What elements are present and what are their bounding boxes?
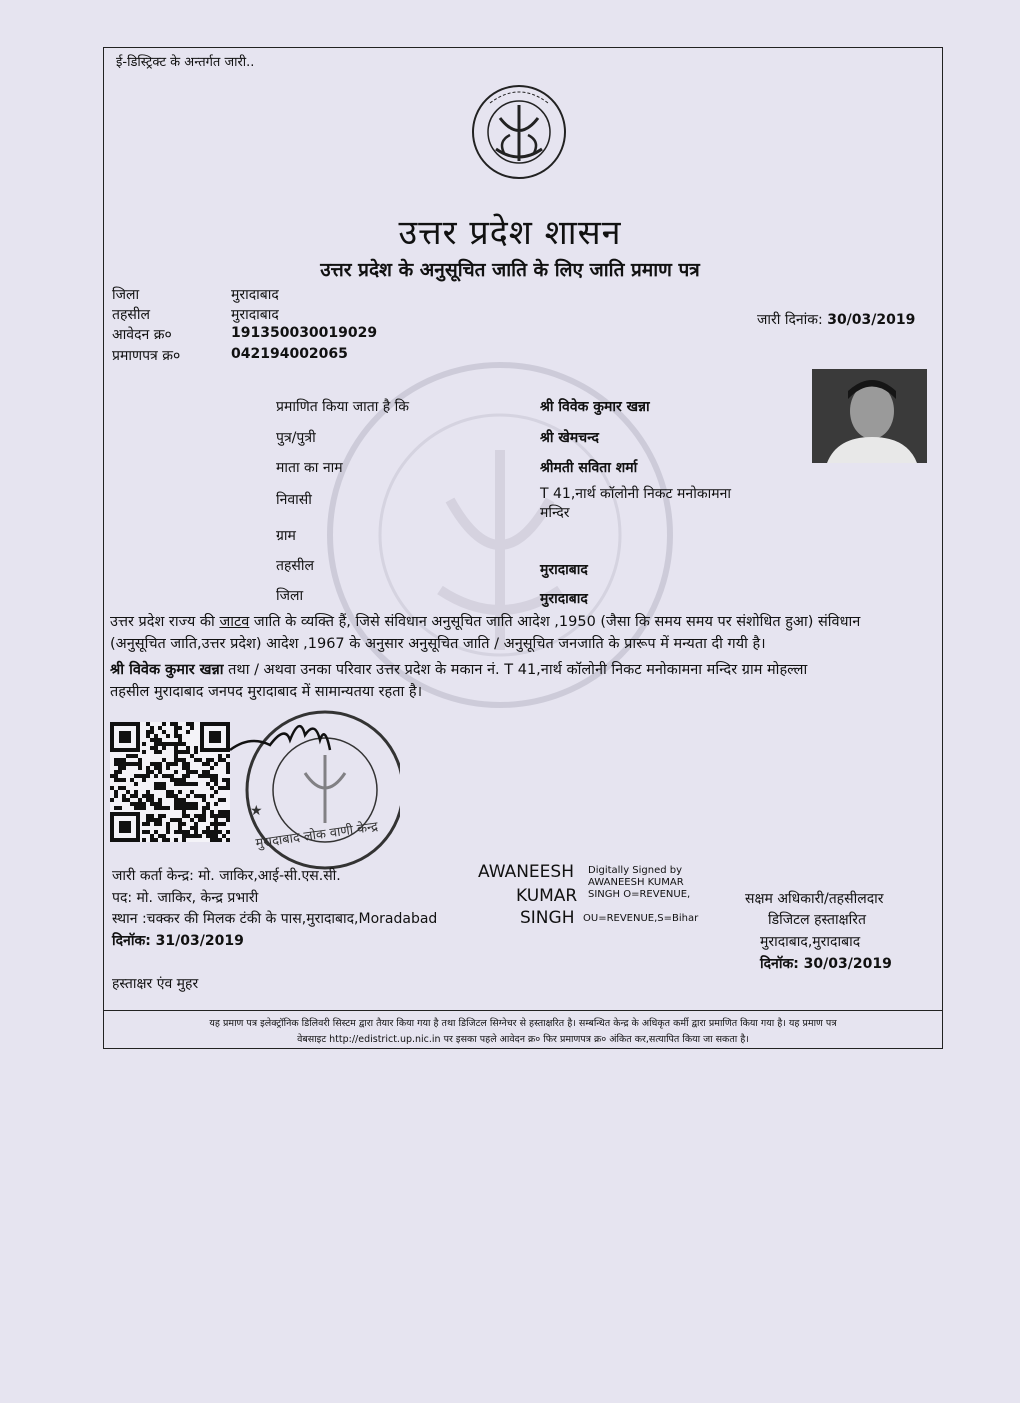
dsig-detail-line2: AWANEESH KUMAR <box>588 877 684 888</box>
caste-name: जाटव <box>219 614 250 630</box>
village-label: ग्राम <box>276 528 296 544</box>
mother-value: श्रीमती सविता शर्मा <box>540 460 638 476</box>
resident-value-line1: T 41,नार्थ कॉलोनी निकट मनोकामना <box>540 486 731 502</box>
resident-value-line2: मन्दिर <box>540 505 570 521</box>
certify-label: प्रमाणित किया जाता है कि <box>276 399 410 415</box>
portrait-image <box>812 369 927 463</box>
resident-label: निवासी <box>276 492 312 508</box>
district-detail-label: जिला <box>276 588 304 604</box>
authority-date: दिनॉक: 30/03/2019 <box>760 956 892 972</box>
body-text: तथा / अथवा उनका परिवार उत्तर प्रदेश के मकान नं. T 41,नार्थ कॉलोनी निकट मनोकामना मन्दिर ग्राम मोहल्ला <box>223 662 808 678</box>
issuer-centre: जारी कर्ता केन्द्र: मो. जाकिर,आई-सी.एस.सी. <box>112 868 341 884</box>
footer-line2: वेबसाइट http://edistrict.up.nic.in पर इसका पहले आवेदन क्र० फिर प्रमाणपत्र क्र० अंकित कर,सत्यापित किया जा सकता है। <box>297 1034 749 1045</box>
qr-code <box>110 722 230 842</box>
dsig-name-line1: AWANEESH <box>478 862 574 882</box>
issue-date <box>757 310 915 329</box>
authority-line3: मुरादाबाद,मुरादाबाद <box>760 934 861 950</box>
body-text: उत्तर प्रदेश राज्य की <box>110 614 220 630</box>
son-daughter-label: पुत्र/पुत्री <box>276 430 316 446</box>
applicant-photo <box>812 369 927 463</box>
body-line-4: तहसील मुरादाबाद जनपद मुरादाबाद में सामान्यतया रहता है। <box>110 684 423 700</box>
certificate-no-label: प्रमाणपत्र क्र० <box>112 348 181 364</box>
body-line-2: (अनुसूचित जाति,उत्तर प्रदेश) आदेश ,1967 के अनुसार अनुसूचित जाति / अनुसूचित जनजाति के प्रारूप में मन्यता दी गयी है। <box>110 636 766 652</box>
tehsil-label: तहसील <box>112 307 150 323</box>
issuer-place: स्थान :चक्कर की मिलक टंकी के पास,मुरादाबाद,Moradabad <box>112 911 438 927</box>
tehsil-detail-label: तहसील <box>276 558 314 574</box>
body-text: जाति के व्यक्ति हैं, जिसे संविधान अनुसूचित जाति आदेश ,1950 (जैसा कि समय समय पर संशोधित हुआ) संविधान <box>249 614 861 630</box>
body-line-3 <box>110 659 940 681</box>
svg-text:★: ★ <box>250 803 263 819</box>
state-emblem-icon <box>460 83 578 181</box>
issue-date-value: 30/03/2019 <box>827 312 916 328</box>
dsig-name-line2: KUMAR <box>516 886 578 906</box>
body-line-1 <box>110 611 940 633</box>
applicant-name-bold: श्री विवेक कुमार खन्ना <box>110 662 224 678</box>
issue-date-label: जारी दिनांक: <box>757 312 823 328</box>
district-detail-value: मुरादाबाद <box>540 591 588 607</box>
footer-note <box>108 1016 938 1048</box>
signature-seal-label: हस्ताक्षर एंव मुहर <box>112 976 199 992</box>
dsig-name-line3: SINGH <box>520 908 575 928</box>
certify-value: श्री विवेक कुमार खन्ना <box>540 399 650 415</box>
application-no-label: आवेदन क्र० <box>112 327 172 343</box>
son-daughter-value: श्री खेमचन्द <box>540 430 599 446</box>
district-value: मुरादाबाद <box>231 287 279 303</box>
footer-divider <box>103 1010 943 1011</box>
certificate-subtitle: उत्तर प्रदेश के अनुसूचित जाति के लिए जाति प्रमाण पत्र <box>320 259 700 281</box>
authority-line2: डिजिटल हस्ताक्षरित <box>768 912 866 928</box>
issuer-date: दिनॉक: 31/03/2019 <box>112 933 244 949</box>
footer-line1: यह प्रमाण पत्र इलेक्ट्रॉनिक डिलिवरी सिस्टम द्वारा तैयार किया गया है तथा डिजिटल सिग्नेचर से हस्ताक्षरित है। सम्बन्धित केन्द्र के अधिकृत कर्मी द्वारा प्रमाणित किया गया है। यह प्रमाण पत्र <box>209 1018 837 1029</box>
tehsil-detail-value: मुरादाबाद <box>540 562 588 578</box>
issuer-post: पद: मो. जाकिर, केन्द्र प्रभारी <box>112 890 259 906</box>
certificate-no-value: 042194002065 <box>231 346 348 362</box>
tehsil-value: मुरादाबाद <box>231 307 279 323</box>
header-note: ई-डिस्ट्रिक्ट के अन्तर्गत जारी.. <box>116 55 255 70</box>
stamp-text: मुरादाबाद लोक वाणी केन्द्र <box>254 819 379 852</box>
mother-label: माता का नाम <box>276 460 343 476</box>
dsig-detail-line3: SINGH O=REVENUE, <box>588 889 691 900</box>
application-no-value: 191350030019029 <box>231 325 378 341</box>
district-label: जिला <box>112 287 140 303</box>
certificate-title: उत्तर प्रदेश शासन <box>398 213 622 253</box>
dsig-detail-line1: Digitally Signed by <box>588 865 683 876</box>
authority-line1: सक्षम अधिकारी/तहसीलदार <box>745 891 884 907</box>
certificate-body <box>110 611 940 703</box>
dsig-detail-line4: OU=REVENUE,S=Bihar <box>583 913 699 924</box>
